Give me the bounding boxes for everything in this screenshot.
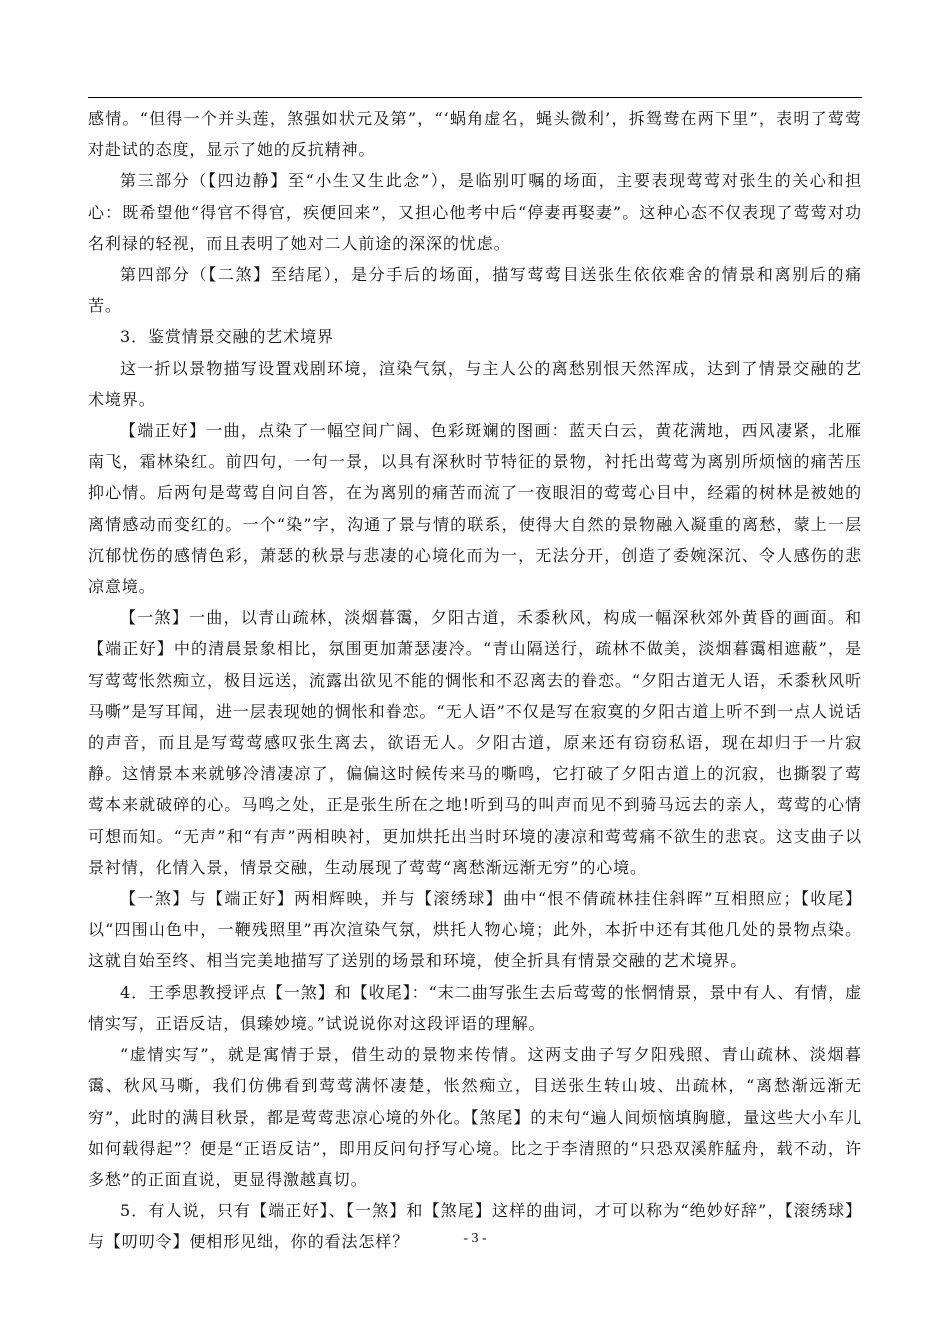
paragraph-continuation: 感情。“但得一个并头莲，煞强如状元及第”，“‘蜗角虚名，蝇头微利’，拆鸳鸯在两下里”，表明了莺莺对赴试的态度，显示了她的反抗精神。: [88, 109, 862, 160]
header-rule: [88, 97, 862, 98]
question-5: 5．有人说，只有【端正好】、【一煞】和【煞尾】这样的曲词，才可以称为“绝妙好辞”，【滚绣球】与【叨叨令】便相形见绌，你的看法怎样？: [88, 1201, 862, 1252]
body-text: [88, 103, 862, 1258]
page-number: - 3 -: [463, 1231, 487, 1246]
paragraph-part-three: 第三部分（【四边静】至“小生又生此念”），是临别叮嘱的场面，主要表现莺莺对张生的关心和担心：既希望他“得官不得官，疾便回来”，又担心他考中后“停妻再娶妻”。这种心态不仅表现了莺莺对功名利禄的轻视，而且表明了她对二人前途的深深的忧虑。: [88, 171, 862, 253]
paragraph-summary: 【一煞】与【端正好】两相辉映，并与【滚绣球】曲中“恨不倩疏林挂住斜晖”互相照应；【收尾】以“四围山色中，一鞭残照里”再次渲染气氛，烘托人物心境；此外，本折中还有其他几处的景物点染。这就自始至终、相当完美地描写了送别的场景和环境，使全折具有情景交融的艺术境界。: [88, 889, 862, 971]
paragraph-duanzhenghao: 【端正好】一曲，点染了一幅空间广阔、色彩斑斓的图画：蓝天白云，黄花满地，西风凄紧，北雁南飞，霜林染红。前四句，一句一景，以具有深秋时节特征的景物，衬托出莺莺为离别所烦恼的痛苦压抑心情。后两句是莺莺自问自答，在为离别的痛苦而流了一夜眼泪的莺莺心目中，经霜的树林是被她的离情感动而变红的。一个“染”字，沟通了景与情的联系，使得大自然的景物融入凝重的离愁，蒙上一层沉郁忧伤的感情色彩，萧瑟的秋景与悲凄的心境化而为一，无法分开，创造了委婉深沉、令人感伤的悲凉意境。: [88, 421, 862, 597]
paragraph-part-four: 第四部分（【二煞】至结尾），是分手后的场面，描写莺莺目送张生依依难舍的情景和离别后的痛苦。: [88, 265, 862, 316]
question-3-heading: 3．鉴赏情景交融的艺术境界: [120, 327, 334, 347]
paragraph-yisha: 【一煞】一曲，以青山疏林，淡烟暮霭，夕阳古道，禾黍秋风，构成一幅深秋郊外黄昏的画面。和【端正好】中的清晨景象相比，氛围更加萧瑟凄冷。“青山隔送行，疏林不做美，淡烟暮霭相遮蔽”，是写莺莺怅然痴立，极目远送，流露出欲见不能的惆怅和不忍离去的眷恋。“夕阳古道无人语，禾黍秋风听马嘶”是写耳闻，进一层表现她的惆怅和眷恋。“无人语”不仅是写在寂寞的夕阳古道上听不到一点人说话的声音，而且是写莺莺感叹张生离去，欲语无人。夕阳古道，原来还有窃窃私语，现在却归于一片寂静。这情景本来就够冷清凄凉了，偏偏这时候传来马的嘶鸣，它打破了夕阳古道上的沉寂，也撕裂了莺莺本来就破碎的心。马鸣之处，正是张生所在之地!听到马的叫声而见不到骑马远去的亲人，莺莺的心情可想而知。“无声”和“有声”两相映衬，更加烘托出当时环境的凄凉和莺莺痛不欲生的悲哀。这支曲子以景衬情，化情入景，情景交融，生动展现了莺莺“离愁渐远渐无穷”的心境。: [88, 608, 862, 877]
paragraph-intro-scenery: 这一折以景物描写设置戏剧环境，渲染气氛，与主人公的离愁别恨天然浑成，达到了情景交融的艺术境界。: [88, 358, 862, 409]
answer-4: “虚情实写”，就是寓情于景，借生动的景物来传情。这两支曲子写夕阳残照、青山疏林、淡烟暮霭、秋风马嘶，我们仿佛看到莺莺满怀凄楚，怅然痴立，目送张生转山坡、出疏林，“离愁渐远渐无穷”，此时的满目秋景，都是莺莺悲凉心境的外化。【煞尾】的末句“遍人间烦恼填胸臆，量这些大小车儿如何载得起”？便是“正语反诘”，即用反问句抒写心境。比之于李清照的“只恐双溪舴艋舟，载不动，许多愁”的正面直说，更显得激越真切。: [88, 1045, 862, 1189]
question-4: 4．王季思教授评点【一煞】和【收尾】：“末二曲写张生去后莺莺的怅惘情景，景中有人、有情，虚情实写，正语反诘，俱臻妙境。”试说说你对这段评语的理解。: [88, 982, 862, 1033]
